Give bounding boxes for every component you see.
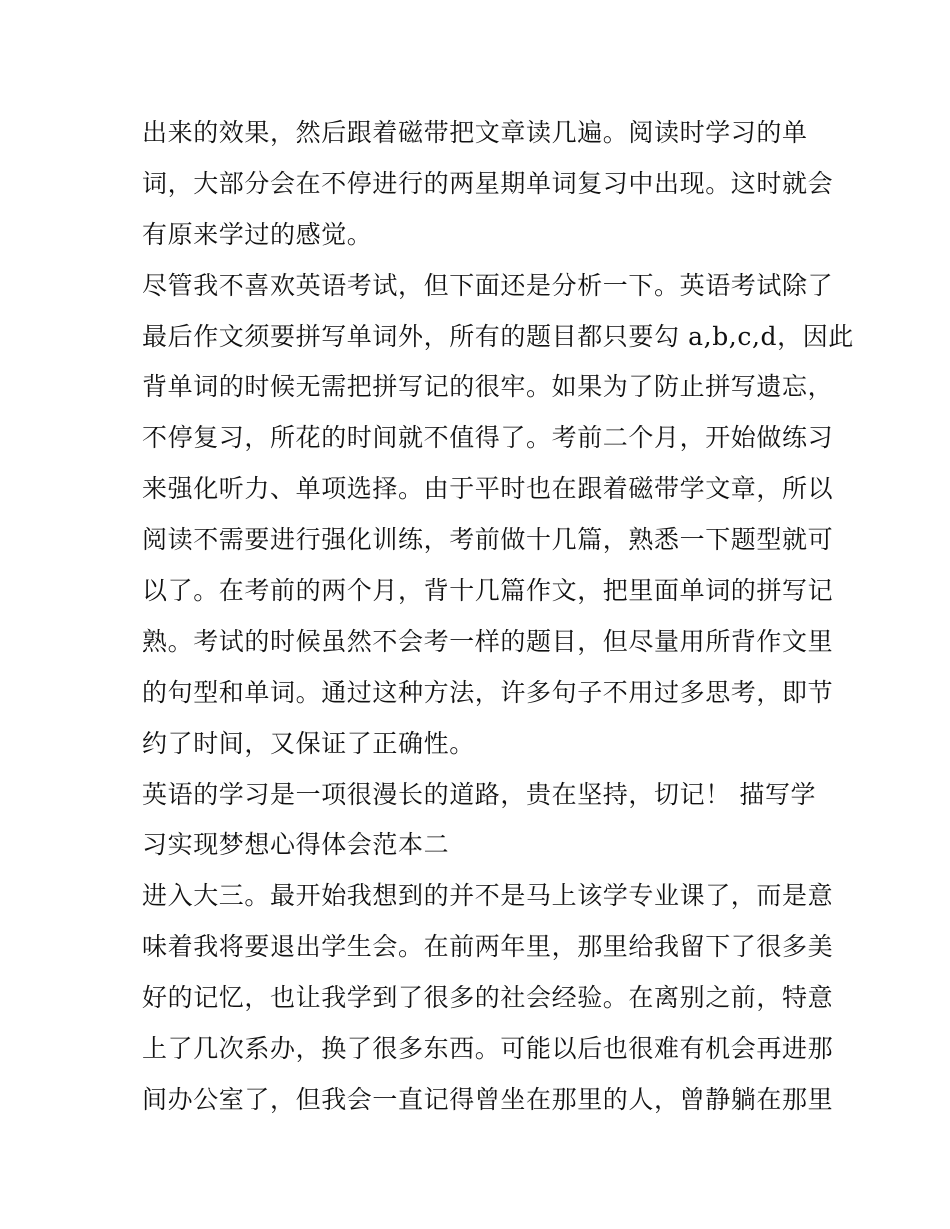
text-line: 间办公室了，但我会一直记得曾坐在那里的人，曾静躺在那里 bbox=[142, 1084, 834, 1114]
document-body bbox=[142, 108, 854, 1126]
text-line: 最后作文须要拼写单词外，所有的题目都只要勾 a,b,c,d，因此 bbox=[142, 321, 854, 351]
text-line: 不停复习，所花的时间就不值得了。考前二个月，开始做练习 bbox=[142, 423, 834, 453]
text-line: 尽管我不喜欢英语考试，但下面还是分析一下。英语考试除了 bbox=[142, 270, 834, 300]
text-line: 出来的效果，然后跟着磁带把文章读几遍。阅读时学习的单 bbox=[142, 118, 808, 147]
text-line: 英语的学习是一项很漫长的道路，贵在坚持，切记！ 描写学 bbox=[142, 779, 817, 809]
text-line: 味着我将要退出学生会。在前两年里，那里给我留下了很多美 bbox=[142, 932, 834, 962]
text-line: 背单词的时候无需把拼写记的很牢。如果为了防止拼写遗忘， bbox=[142, 372, 834, 402]
text-line: 以了。在考前的两个月，背十几篇作文，把里面单词的拼写记 bbox=[142, 576, 834, 606]
text-line: 进入大三。最开始我想到的并不是马上该学专业课了，而是意 bbox=[142, 881, 834, 911]
text-line: 熟。考试的时候虽然不会考一样的题目，但尽量用所背作文里 bbox=[142, 626, 834, 656]
text-line: 习实现梦想心得体会范本二 bbox=[142, 830, 450, 860]
text-line: 阅读不需要进行强化训练，考前做十几篇，熟悉一下题型就可 bbox=[142, 525, 834, 555]
text-line: 好的记忆，也让我学到了很多的社会经验。在离别之前，特意 bbox=[142, 983, 834, 1013]
text-line: 来强化听力、单项选择。由于平时也在跟着磁带学文章，所以 bbox=[142, 474, 834, 504]
text-line: 有原来学过的感觉。 bbox=[142, 219, 373, 249]
text-line: 上了几次系办，换了很多东西。可能以后也很难有机会再进那 bbox=[142, 1034, 834, 1064]
text-line: 约了时间，又保证了正确性。 bbox=[142, 728, 475, 758]
text-line: 词，大部分会在不停进行的两星期单词复习中出现。这时就会 bbox=[142, 168, 834, 198]
text-line: 的句型和单词。通过这种方法，许多句子不用过多思考，即节 bbox=[142, 677, 834, 707]
